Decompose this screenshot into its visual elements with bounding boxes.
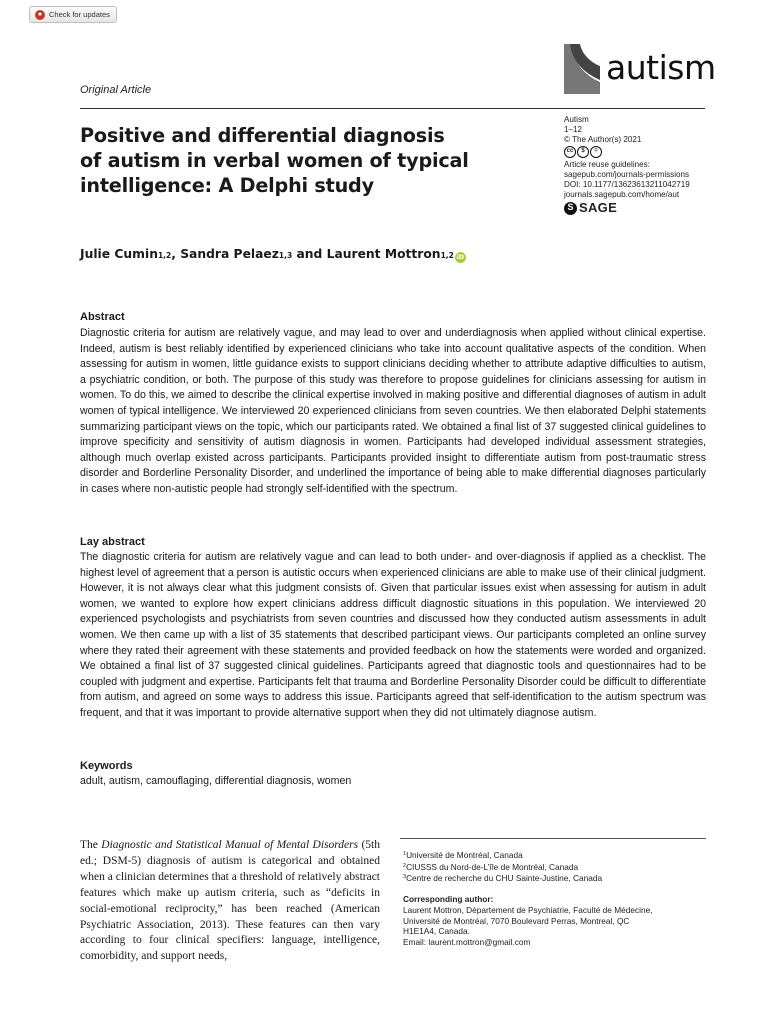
author-name: Laurent Mottron (326, 247, 441, 261)
corresponding-author-heading: Corresponding author: (403, 894, 494, 905)
corresponding-author-line: Laurent Mottron, Département de Psychiatrie, Faculté de Médecine, (403, 904, 653, 915)
journal-logo-mark-icon (560, 42, 604, 96)
author-affiliation: 1,3 (278, 251, 293, 260)
footnote-rule (400, 838, 706, 839)
page-range: 1–12 (564, 124, 583, 134)
journal-metadata (564, 115, 724, 215)
journal-logo-word: autism (606, 48, 716, 87)
affiliation-item (403, 849, 708, 861)
author-name: Julie Cumin (80, 247, 158, 261)
cc-icon: cc (564, 146, 576, 158)
journal-name: Autism (564, 115, 589, 124)
author-affiliation: 1,2 (440, 251, 454, 260)
author-name: Sandra Pelaez (180, 247, 279, 261)
reuse-label: Article reuse guidelines: (564, 160, 650, 170)
article-type-label: Original Article (80, 84, 152, 96)
title-line: of autism in verbal women of typical (80, 149, 469, 172)
lay-abstract-text: The diagnostic criteria for autism are relatively vague and can lead to both under- and over-diagnosis if applied as a checklist. The highest level of agreement that a person is autistic occurs when experienced clinicians are able to make use of their clinical judgment. However, it is not always clear what this judgment consists of. Given that particular issues exist when assessing for autism in adult women, we wanted to explore how expert clinicians address difficult diagnostic situations in this population. We interviewed 20 experienced psychologists and psychiatrists from seven countries and discussed how they conducted autism assessments in adult women. We then came up with a list of 35 statements that described participant views. Our participants completed an online survey where they rated their agreement with these statements and provided feedback on how the statements were worded and organized. We obtained a final list of 37 suggested clinical guidelines. Participants agreed that diagnostic tools and questionnaires had to be coupled with judgment and expertise. Participants felt that trauma and Borderline Personality Disorder could be difficult to differentiate from autism, and agreed on some ways to address this issue. Participants agreed that self-identification to the autism spectrum was frequent, and that it was important to provide alternative support when they did not ultimately diagnose autism. (80, 551, 706, 719)
lay-abstract-heading: Lay abstract (80, 536, 145, 548)
author-separator: and (292, 247, 327, 261)
abstract-heading: Abstract (80, 311, 125, 323)
body-paragraph (80, 838, 380, 965)
cc-license-icon (564, 146, 724, 158)
author-affiliation: 1,2 (157, 251, 172, 260)
article-title (80, 123, 510, 198)
corresponding-author-email[interactable]: Email: laurent.mottron@gmail.com (403, 936, 531, 947)
noderivs-icon: = (590, 146, 602, 158)
body-rest: (5th ed.; DSM-5) diagnosis of autism is categorical and obtained when a clinician determines that a threshold of relatively abstract features which make up autism criteria, such as “deficits in social-emotional reciprocity,” has been reached (American Psychiatric Association, 2013). These features can then vary according to four clinical specifiers: language, intelligence, comorbidity, and support needs, (80, 839, 381, 963)
check-for-updates-button[interactable] (29, 6, 117, 23)
journal-logo (560, 42, 716, 96)
check-for-updates-label: Check for updates (49, 10, 110, 19)
title-line: intelligence: A Delphi study (80, 174, 374, 197)
footnotes (403, 849, 708, 948)
sage-s-icon: S (564, 202, 577, 215)
doi-link[interactable]: DOI: 10.1177/13623613211042719 (564, 179, 690, 189)
affiliation-item (403, 861, 708, 873)
copyright: © The Author(s) 2021 (564, 134, 642, 144)
abstract-text: Diagnostic criteria for autism are relatively vague, and may lead to over and underdiagnosis when applied without clinical expertise. Indeed, autism is best reliably identified by experienced clinicians who take into account qualitative aspects of the condition. When assessing for autism in women, little guidance exists to support clinicians deciding whether to attribute adaptive difficulties to autism, a psychiatric condition, or both. The purpose of this study was therefore to propose guidelines for clinicians assessing for autism in women. To do this, we aimed to describe the clinical expertise involved in making positive and differential diagnoses of autism in adult women of typical intelligence. We interviewed 20 experienced clinicians from seven countries. We then elaborated Delphi statements summarizing participant views on the topic, which our participants rated. We obtained a final list of 37 suggested clinical guidelines to improve specificity and sensitivity of autism diagnosis in women. Participants had developed individual assessment strategies, although much overlap existed across participants. Participants provided insight to differentiate autism from post-traumatic stress disorder and Borderline Personality Disorder, and underlined the importance of being able to make differential diagnoses particularly in cases where non-autistic people had strongly self-identified with the spectrum. (80, 327, 706, 495)
affiliation-text: CIUSSS du Nord-de-L’île de Montréal, Canada (406, 861, 579, 872)
affiliation-number: 2 (403, 862, 407, 869)
affiliation-item (403, 872, 708, 884)
publisher-name: SAGE (579, 200, 618, 216)
update-bookmark-icon: ● (35, 10, 45, 20)
keywords-text: adult, autism, camouflaging, differential diagnosis, women (80, 775, 352, 787)
body-lead: The (80, 839, 102, 851)
orcid-icon[interactable]: iD (456, 253, 465, 261)
journal-url-link[interactable]: journals.sagepub.com/home/aut (564, 189, 680, 199)
publisher-logo (564, 202, 724, 215)
affiliation-number: 1 (403, 851, 407, 857)
body-italic-title: Diagnostic and Statistical Manual of Mental Disorders (101, 839, 359, 851)
keywords-heading: Keywords (80, 760, 133, 772)
author-list (80, 247, 466, 262)
noncommercial-icon: $ (577, 146, 589, 158)
affiliation-number: 3 (403, 874, 407, 881)
affiliation-text: Centre de recherche du CHU Sainte-Justine, Canada (406, 873, 603, 884)
affiliation-text: Université de Montréal, Canada (406, 850, 523, 860)
author-separator: , (171, 247, 181, 261)
corresponding-author-line: H1E1A4, Canada. (403, 926, 470, 937)
reuse-link[interactable]: sagepub.com/journals-permissions (564, 170, 690, 180)
corresponding-author-line: Université de Montréal, 7070 Boulevard Perras, Montreal, QC (403, 915, 630, 926)
title-line: Positive and differential diagnosis (80, 124, 445, 147)
header-rule (80, 108, 705, 109)
